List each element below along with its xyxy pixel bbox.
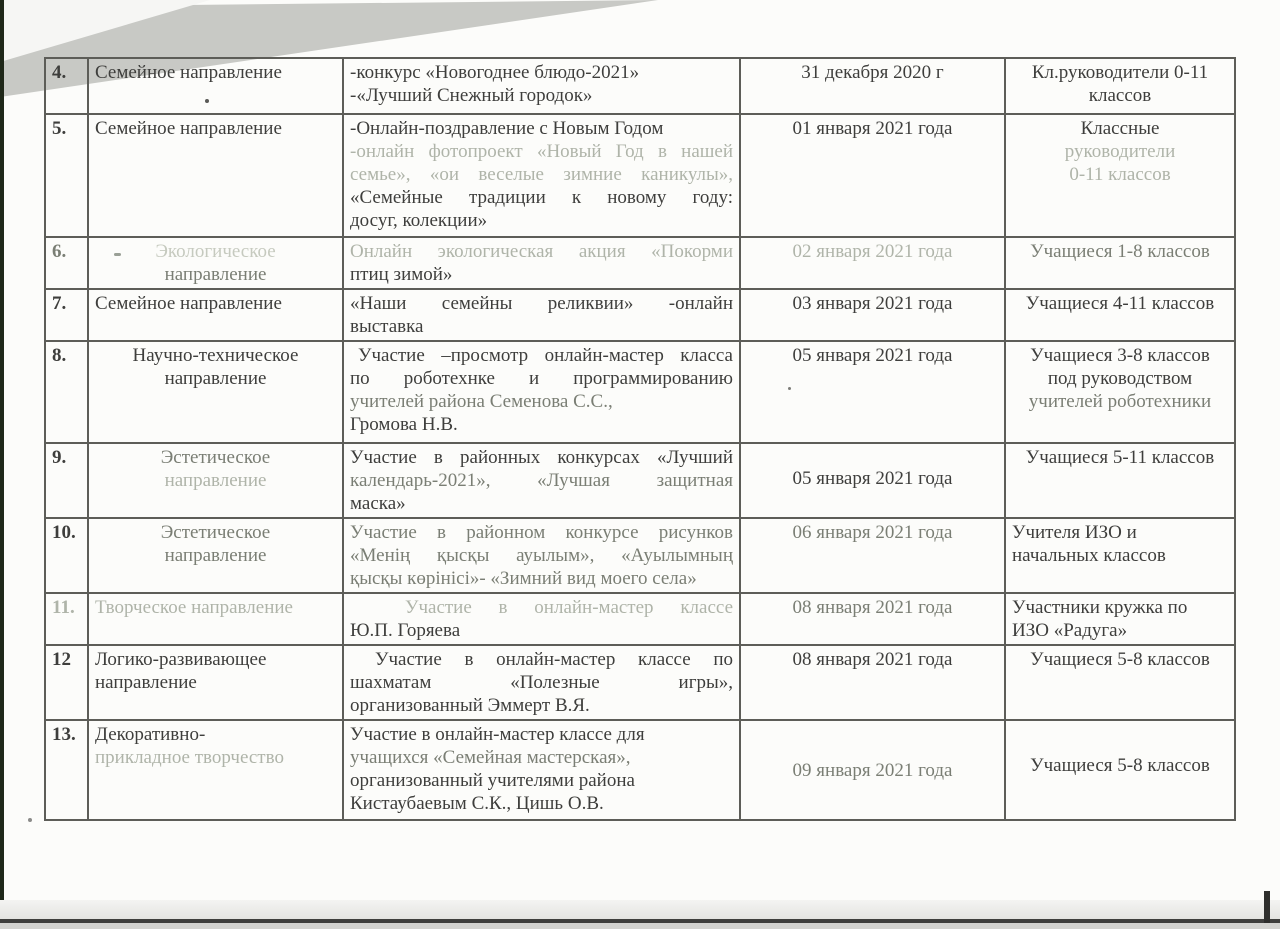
cell-activity (343, 341, 740, 443)
cell-num (45, 289, 88, 341)
cell-direction (88, 289, 343, 341)
cell-direction (88, 341, 343, 443)
text-line: Учащиеся 4-11 классов (1025, 293, 1215, 314)
text-line: Участники кружка по (1012, 597, 1188, 618)
cell-participants (1005, 289, 1235, 341)
text-line: учителей района Семенова С.С., (350, 391, 613, 412)
cell-participants (1005, 341, 1235, 443)
text-line: Учителя ИЗО и (1012, 522, 1137, 543)
text-line: Учащиеся 5-11 классов (1025, 447, 1215, 468)
text-line: Участие в районных конкурсах «Лучший (350, 447, 733, 468)
text-line: организованный Эммерт В.Я. (350, 695, 590, 716)
cell-activity (343, 443, 740, 518)
text-line: Участие в районном конкурсе рисунков (350, 522, 733, 543)
text-line: учащихся «Семейная мастерская», (350, 747, 631, 768)
text-line: Участие в онлайн-мастер классе (405, 597, 733, 618)
text-line: Научно-техническое (132, 345, 299, 366)
text-line: выставка (350, 316, 424, 337)
table-row (45, 645, 1235, 720)
cell-participants (1005, 114, 1235, 237)
text-line: Творческое направление (95, 597, 293, 618)
table-row (45, 341, 1235, 443)
text-line: 08 января 2021 года (792, 649, 953, 670)
cell-direction (88, 593, 343, 645)
row-number: 7. (52, 293, 67, 314)
cell-activity (343, 593, 740, 645)
cell-date (740, 341, 1005, 443)
text-line: начальных классов (1012, 545, 1166, 566)
text-line: -онлайн фотопроект «Новый Год в нашей (350, 141, 733, 162)
text-line: ИЗО «Радуга» (1012, 620, 1128, 641)
text-line: Участие в онлайн-мастер классе по (375, 649, 733, 670)
cell-activity (343, 114, 740, 237)
text-line: руководители (1064, 141, 1176, 162)
cell-date (740, 720, 1005, 820)
text-line: под руководством (1047, 368, 1193, 389)
text-line: направление (164, 470, 267, 491)
table-row (45, 289, 1235, 341)
cell-num (45, 114, 88, 237)
row-number: 5. (52, 118, 67, 139)
scan-left-edge (0, 0, 4, 929)
cell-direction (88, 58, 343, 114)
scan-bottom-right-edge (1264, 891, 1270, 923)
cell-direction (88, 114, 343, 237)
table-row (45, 114, 1235, 237)
cell-participants (1005, 443, 1235, 518)
text-line: направление (95, 672, 197, 693)
text-line: «Семейные традиции к новому году: (350, 187, 733, 208)
text-line: -«Лучший Снежный городок» (350, 85, 593, 106)
text-line: Учащиеся 5-8 классов (1030, 649, 1210, 670)
cell-num (45, 443, 88, 518)
text-line: Декоративно- (95, 724, 206, 745)
text-line: организованный учителями района (350, 770, 635, 791)
text-line: Участие в онлайн-мастер классе для (350, 724, 645, 745)
cell-participants (1005, 518, 1235, 593)
cell-participants (1005, 58, 1235, 114)
row-number: 6. (52, 241, 67, 262)
table-row (45, 720, 1235, 820)
text-line: Классные (1080, 118, 1160, 139)
cell-participants (1005, 593, 1235, 645)
row-number: 9. (52, 447, 67, 468)
text-line: Эстетическое (160, 447, 271, 468)
cell-activity (343, 58, 740, 114)
text-line: Учащиеся 5-8 классов (1030, 755, 1210, 776)
cell-participants (1005, 720, 1235, 820)
cell-direction (88, 237, 343, 289)
scan-bottom-shadow (0, 900, 1280, 920)
table-row (45, 593, 1235, 645)
cell-date (740, 518, 1005, 593)
cell-direction (88, 645, 343, 720)
text-line: қысқы көрінісі»- «Зимний вид моего села» (350, 568, 697, 589)
text-line: по роботехнке и программированию (350, 368, 733, 389)
cell-activity (343, 289, 740, 341)
cell-direction (88, 518, 343, 593)
cell-date (740, 114, 1005, 237)
cell-activity (343, 720, 740, 820)
cell-date (740, 58, 1005, 114)
text-line: Семейное направление (95, 62, 282, 83)
text-line: Семейное направление (95, 118, 282, 139)
cell-num (45, 341, 88, 443)
text-line: 0-11 классов (1069, 164, 1171, 185)
text-line: учителей роботехники (1028, 391, 1212, 412)
cell-activity (343, 518, 740, 593)
cell-direction (88, 443, 343, 518)
table-row (45, 58, 1235, 114)
text-line: Эстетическое (160, 522, 271, 543)
table-row (45, 237, 1235, 289)
text-line: Логико-развивающее (95, 649, 267, 670)
cell-num (45, 593, 88, 645)
cell-date (740, 443, 1005, 518)
text-line: -Онлайн-поздравление с Новым Годом (350, 118, 664, 139)
text-line: 08 января 2021 года (792, 597, 953, 618)
text-line: классов (1088, 85, 1152, 106)
cell-date (740, 593, 1005, 645)
text-line: досуг, колекции» (350, 210, 488, 231)
text-line: Ю.П. Горяева (350, 620, 461, 641)
text-line: «Менің қысқы ауылым», «Ауылымның (350, 545, 733, 566)
row-number: 12 (52, 649, 71, 670)
row-number: 11. (52, 597, 75, 618)
row-number: 10. (52, 522, 76, 543)
text-line: Семейное направление (95, 293, 282, 314)
text-line: 06 января 2021 года (792, 522, 953, 543)
cell-num (45, 58, 88, 114)
cell-num (45, 518, 88, 593)
text-line: календарь-2021», «Лучшая защитная (350, 470, 733, 491)
text-line: 09 января 2021 года (792, 760, 953, 781)
cell-num (45, 237, 88, 289)
text-line: 03 января 2021 года (792, 293, 953, 314)
cell-participants (1005, 237, 1235, 289)
text-line: птиц зимой» (350, 264, 453, 285)
text-line: -конкурс «Новогоднее блюдо-2021» (350, 62, 640, 83)
text-line: направление (164, 368, 267, 389)
cell-activity (343, 237, 740, 289)
table-row (45, 518, 1235, 593)
row-number: 13. (52, 724, 76, 745)
cell-activity (343, 645, 740, 720)
text-line: Экологическое (155, 241, 276, 262)
text-line: прикладное творчество (95, 747, 284, 768)
text-line: Кистаубаевым С.К., Цишь О.В. (350, 793, 604, 814)
cell-participants (1005, 645, 1235, 720)
text-line: 01 января 2021 года (792, 118, 953, 139)
text-line: Учащиеся 1-8 классов (1030, 241, 1210, 262)
cell-date (740, 645, 1005, 720)
cell-direction (88, 720, 343, 820)
cell-date (740, 237, 1005, 289)
schedule-table (44, 57, 1236, 821)
cell-num (45, 720, 88, 820)
text-line: 05 января 2021 года (792, 468, 953, 489)
text-line: Кл.руководители 0-11 (1031, 62, 1209, 83)
table-body (45, 58, 1235, 820)
cell-num (45, 645, 88, 720)
text-line: направление (164, 264, 267, 285)
text-line: Онлайн экологическая акция «Покорми (350, 241, 733, 262)
text-line: Громова Н.В. (350, 414, 458, 435)
text-line: маска» (350, 493, 406, 514)
cell-date (740, 289, 1005, 341)
text-line: Участие –просмотр онлайн-мастер класса (358, 345, 733, 366)
table-row (45, 443, 1235, 518)
scan-below-edge (0, 923, 1280, 929)
text-line: шахматам «Полезные игры», (350, 672, 733, 693)
text-line: 05 января 2021 года (792, 345, 953, 366)
scan-speck (28, 818, 32, 822)
text-line: «Наши семейны реликвии» -онлайн (350, 293, 733, 314)
text-line: 02 января 2021 года (792, 241, 953, 262)
text-line: Учащиеся 3-8 классов (1030, 345, 1210, 366)
text-line: 31 декабря 2020 г (801, 62, 944, 83)
row-number: 8. (52, 345, 67, 366)
row-number: 4. (52, 62, 67, 83)
text-line: семье», «ои веселые зимние каникулы», (350, 164, 733, 185)
text-line: направление (164, 545, 267, 566)
